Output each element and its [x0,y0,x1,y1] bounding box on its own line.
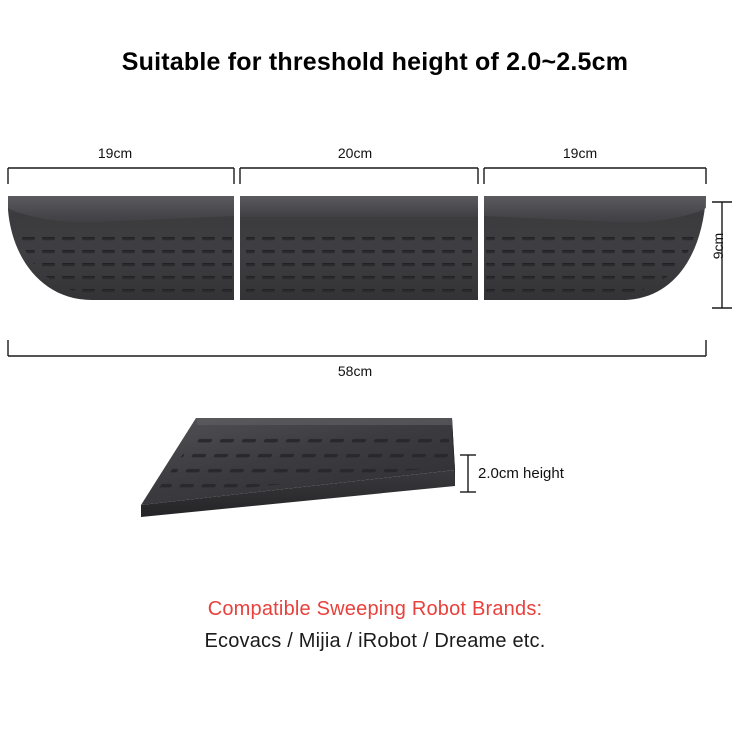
label-total-length: 58cm [337,363,373,379]
label-depth: 9cm [710,232,727,260]
ramp-segment-right [484,196,706,300]
dimension-bracket-total-length [8,340,706,356]
dimension-bracket-segment-2 [240,168,478,184]
dimension-bracket-height [460,455,476,492]
ramp-perspective-view [141,418,455,517]
label-height: 2.0cm height [478,465,564,482]
label-segment-3-length: 19cm [562,145,598,161]
page-title: Suitable for threshold height of 2.0~2.5cm [121,48,629,76]
compatible-brands-list: Ecovacs / Mijia / iRobot / Dreame etc. [204,630,546,652]
label-segment-2-length: 20cm [337,145,373,161]
dimension-bracket-segment-3 [484,168,706,184]
dimension-bracket-segment-1 [8,168,234,184]
ramp-segment-left [8,196,234,300]
compatible-brands-heading: Compatible Sweeping Robot Brands: [207,598,543,620]
label-segment-1-length: 19cm [97,145,133,161]
ramp-segment-middle [240,196,478,300]
